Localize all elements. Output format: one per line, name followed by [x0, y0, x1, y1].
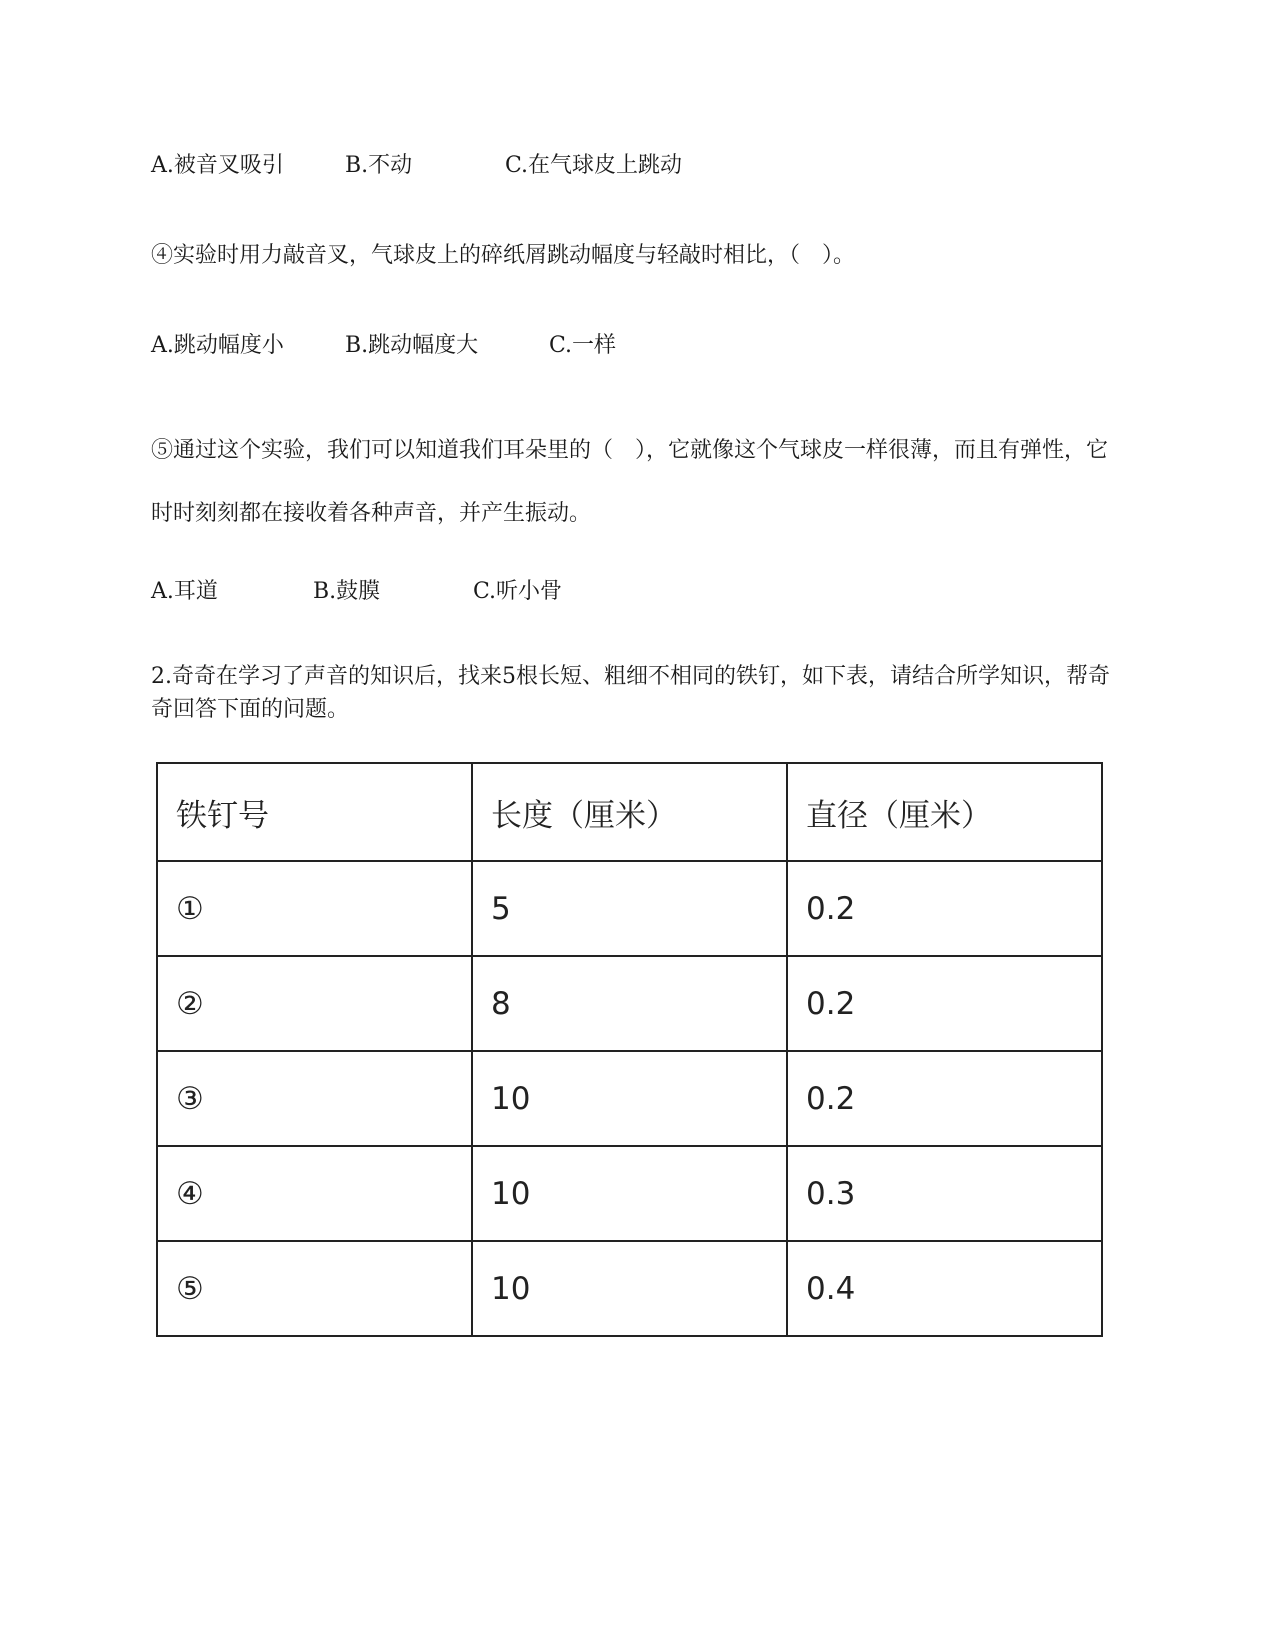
cell-nail-number: ④	[157, 1146, 472, 1241]
q3-option-b: B.不动	[345, 153, 413, 178]
table-row	[157, 1146, 1102, 1241]
cell-diameter: 0.3	[787, 1146, 1102, 1241]
table-row	[157, 861, 1102, 956]
header-length: 长度（厘米）	[472, 763, 787, 861]
table-row	[157, 1051, 1102, 1146]
q4-option-b: B.跳动幅度大	[345, 333, 479, 358]
cell-diameter: 0.2	[787, 956, 1102, 1051]
header-nail-number: 铁钉号	[157, 763, 472, 861]
q5-option-a: A.耳道	[151, 579, 218, 604]
cell-diameter: 0.2	[787, 861, 1102, 956]
table-header-row	[157, 763, 1102, 861]
cell-length: 5	[472, 861, 787, 956]
table-row	[157, 1241, 1102, 1336]
cell-length: 8	[472, 956, 787, 1051]
cell-nail-number: ②	[157, 956, 472, 1051]
cell-length: 10	[472, 1241, 787, 1336]
cell-nail-number: ①	[157, 861, 472, 956]
table-row	[157, 956, 1102, 1051]
cell-diameter: 0.2	[787, 1051, 1102, 1146]
q4-question: ④实验时用力敲音叉，气球皮上的碎纸屑跳动幅度与轻敲时相比，（ ）。	[151, 243, 856, 268]
nail-table	[156, 762, 1103, 1337]
cell-diameter: 0.4	[787, 1241, 1102, 1336]
q4-option-a: A.跳动幅度小	[151, 333, 284, 358]
cell-nail-number: ⑤	[157, 1241, 472, 1336]
q5-option-c: C.听小骨	[473, 579, 563, 604]
q5-question: ⑤通过这个实验，我们可以知道我们耳朵里的（ ），它就像这个气球皮一样很薄，而且有弹性，它时时刻刻都在接收着各种声音，并产生振动。	[151, 438, 1109, 526]
cell-nail-number: ③	[157, 1051, 472, 1146]
q3-option-c: C.在气球皮上跳动	[505, 153, 683, 178]
q4-option-c: C.一样	[549, 333, 617, 358]
cell-length: 10	[472, 1051, 787, 1146]
problem-2-text: 2.奇奇在学习了声音的知识后，找来5根长短、粗细不相同的铁钉，如下表，请结合所学知识，帮奇奇回答下面的问题。	[151, 664, 1110, 722]
q3-option-a: A.被音叉吸引	[151, 153, 284, 178]
cell-length: 10	[472, 1146, 787, 1241]
q5-option-b: B.鼓膜	[313, 579, 381, 604]
header-diameter: 直径（厘米）	[787, 763, 1102, 861]
